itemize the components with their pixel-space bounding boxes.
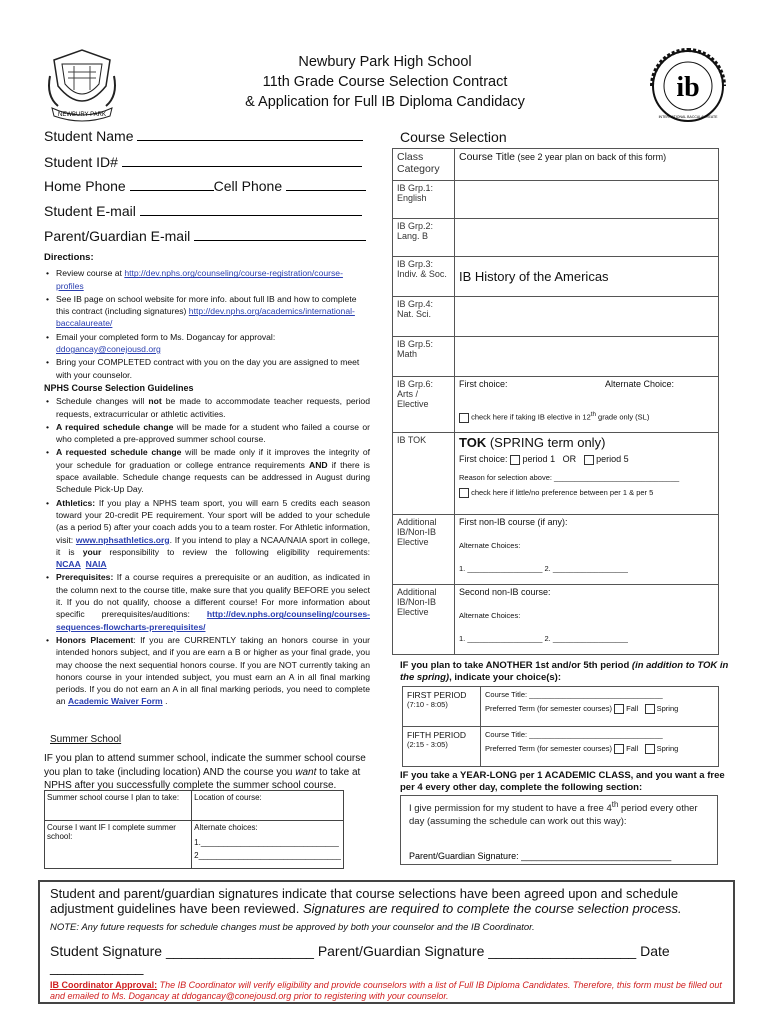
direction-item: • See IB page on school website for more info. about full IB and how to complete this contract (including signatures) http://dev.nphs.org/academics/international-baccalaureate/: [44, 293, 370, 330]
fifth-spring-checkbox[interactable]: [645, 744, 655, 754]
summer-location-cell[interactable]: Location of course:: [192, 791, 344, 821]
course-entry-additional1[interactable]: First non-IB course (if any): Alternate Choices: 1. __________________ 2. __________________: [455, 515, 719, 585]
course-entry-group2[interactable]: [455, 219, 719, 257]
tok-period5-checkbox[interactable]: [584, 455, 594, 465]
course-selection-title: Course Selection: [400, 129, 507, 145]
phone-fields[interactable]: Home Phone Cell Phone: [44, 178, 366, 194]
directions-title: Directions:: [44, 252, 94, 263]
parent-email-field[interactable]: Parent/Guardian E-mail: [44, 228, 366, 244]
student-id-field[interactable]: Student ID#: [44, 154, 362, 170]
col-class-category: Class Category: [393, 149, 455, 181]
student-name-field[interactable]: Student Name: [44, 128, 363, 144]
fifth-fall-checkbox[interactable]: [614, 744, 624, 754]
school-crest-logo: [44, 46, 120, 122]
parent-signature[interactable]: Parent/Guardian Signature ___________________: [317, 943, 637, 959]
first-fall-checkbox[interactable]: [614, 704, 624, 714]
ib-logo: [650, 46, 726, 126]
student-signature[interactable]: Student Signature ___________________: [50, 943, 314, 959]
first-spring-checkbox[interactable]: [645, 704, 655, 714]
first-period-label: FIRST PERIOD (7:10 - 8:05): [403, 687, 481, 727]
summer-course-cell[interactable]: Summer school course I plan to take:: [45, 791, 192, 821]
guideline-item: • Athletics: If you play a NPHS team sport, you will earn 5 credits each season toward your 20-credit PE requirement. Your sport will be added to your schedule (as a period 5) after your coach adds you to a team roster. For Athletic information, visit: www.nphsathletics.org. If you intend to play a NCAA/NAIA sport in college, it is your responsibility to review the following eligibility requirements: NCAA NAIA: [44, 497, 370, 571]
parent-email-line[interactable]: [194, 229, 366, 241]
extra-period-table: [402, 686, 719, 767]
svg-text:NEWBURY PARK: NEWBURY PARK: [57, 112, 107, 118]
course-selection-table: Class Category Course Title (see 2 year plan on back of this form) IB Grp.1: English IB Grp.2: Lang. B IB Grp.3: Indiv. & Soc. IB History of the Americas IB Grp.4: Nat. Sci. IB Grp.5: Math IB Grp.6: Arts / Elective First choice: Alternate Choice: check here if taking IB elective in 12th grade only (SL) IB TOK TOK (SPRING term only) First choice: period 1 OR period 5 Reason for selection above: ______________________________ check here if little/no preference between per 1 & per 5 Additional IB/Non-IB Elective First non-IB course (if any): Alternate Choices: 1. __________________ 2. __________________ Additional IB/Non-IB Elective Second non-IB course: Alternate Choices: 1. __________________ 2. __________________: [392, 148, 719, 655]
signature-statement: Student and parent/guardian signatures indicate that course selections have been agreed upon and schedule adjustment guidelines have been reviewed. Signatures are required to complete the course selection process.: [50, 886, 682, 916]
year-long-note: IF you take a YEAR-LONG per 1 ACADEMIC CLASS, and you want a free per 4 every other day, complete the following section:: [400, 770, 725, 793]
svg-text:ib: ib: [676, 72, 700, 103]
sl-only-checkbox[interactable]: [459, 413, 469, 423]
guideline-item: • Honors Placement: If you are CURRENTLY taking an honors course in your intended honors subject, and if you are earn a B or higher as your final grade, you may choose the next sequential honors course. If you are NOT currently taking an honors course in your intended subject, you must earn an A in all final marking periods. If you do not earn an A in all final marking periods, you need to complete an Academic Waiver Form .: [44, 634, 370, 708]
academic-waiver-link[interactable]: Academic Waiver Form: [67, 696, 163, 707]
schedule-change-note: NOTE: Any future requests for schedule changes must be approved by both your counselor and the IB Coordinator.: [50, 922, 535, 933]
student-email-line[interactable]: [140, 204, 362, 216]
ncaa-link[interactable]: NCAA: [56, 559, 81, 570]
guidelines-title: NPHS Course Selection Guidelines: [44, 382, 194, 393]
direction-item: • Review course at http://dev.nphs.org/counseling/course-registration/course-profiles: [44, 267, 370, 292]
svg-text:INTERNATIONAL BACCALAUREATE: INTERNATIONAL BACCALAUREATE: [658, 115, 718, 119]
summer-alt-cell[interactable]: Alternate choices: 1._______________________________ 2________________________________: [192, 821, 344, 869]
summer-school-title: Summer School: [50, 734, 122, 745]
another-period-note: IF you plan to take ANOTHER 1st and/or 5th period (in addition to TOK in the spring), indicate your choice(s):: [400, 660, 729, 683]
course-entry-group5[interactable]: [455, 337, 719, 377]
summer-school-text: IF you plan to attend summer school, indicate the summer school course you plan to take (including location) AND the course you want to take at NPHS after you successfully complete the summer school course.: [44, 753, 366, 791]
fifth-period-entry[interactable]: Course Title: ________________________________ Preferred Term (for semester courses) Fall Spring: [481, 727, 719, 767]
first-period-entry[interactable]: Course Title: ________________________________ Preferred Term (for semester courses) Fall Spring: [481, 687, 719, 727]
guideline-item: • Schedule changes will not be made to accommodate teacher requests, period requests, extracurricular or athletic activities.: [44, 395, 370, 420]
athletics-link[interactable]: www.nphsathletics.org: [75, 534, 170, 545]
student-name-line[interactable]: [137, 129, 363, 141]
direction-item: • Bring your COMPLETED contract with you on the day you are assigned to meet with your counselor.: [44, 356, 370, 381]
home-phone-line[interactable]: [130, 179, 214, 191]
signature-section: [38, 880, 735, 1004]
student-email-field[interactable]: Student E-mail: [44, 203, 362, 219]
course-entry-group4[interactable]: [455, 297, 719, 337]
prerequisites-link[interactable]: http://dev.nphs.org/counseling/courses-sequences-flowcharts-prerequisites/: [56, 609, 370, 632]
dogancay-email-link[interactable]: ddogancay@conejousd.org: [56, 344, 161, 355]
application-title: & Application for Full IB Diploma Candidacy: [245, 94, 525, 110]
student-id-line[interactable]: [122, 155, 362, 167]
summer-want-cell[interactable]: Course I want IF I complete summer school:: [45, 821, 192, 869]
signature-lines[interactable]: [50, 943, 723, 975]
signature-date[interactable]: Date ____________: [50, 943, 670, 975]
free-period-permission[interactable]: I give permission for my student to have a free 4th period every other day (assuming the schedule can work out this way): Parent/Guardian Signature: ______________________________: [400, 795, 718, 865]
course-profiles-link[interactable]: http://dev.nphs.org/counseling/course-registration/course-profiles: [56, 268, 343, 291]
direction-item: • Email your completed form to Ms. Dogancay for approval: ddogancay@conejousd.org: [44, 331, 370, 356]
cell-phone-line[interactable]: [286, 179, 366, 191]
guideline-item: • A required schedule change will be made for a student who failed a course or who completed a pre-approved summer school course.: [44, 421, 370, 446]
course-entry-group6[interactable]: First choice: Alternate Choice: check here if taking IB elective in 12th grade only (SL): [455, 377, 719, 433]
course-entry-group1[interactable]: [455, 181, 719, 219]
school-name: Newbury Park High School: [298, 54, 472, 70]
tok-period1-checkbox[interactable]: [510, 455, 520, 465]
parent-signature-line[interactable]: Parent/Guardian Signature: ______________________________: [409, 851, 672, 862]
directions-section: [44, 252, 370, 709]
course-entry-additional2[interactable]: Second non-IB course: Alternate Choices: 1. __________________ 2. __________________: [455, 585, 719, 655]
coordinator-approval: IB Coordinator Approval: The IB Coordinator will verify eligibility and provide counselors with a list of Full IB Diploma Candidates. Therefore, this form must be filled out and emailed to Ms. Dogancay at ddogancay@conejousd.org prior to registering with your counselor.: [50, 980, 722, 1001]
fifth-period-label: FIFTH PERIOD (2:15 - 3:05): [403, 727, 481, 767]
tok-no-preference-checkbox[interactable]: [459, 488, 469, 498]
col-course-title: Course Title (see 2 year plan on back of this form): [455, 149, 719, 181]
contract-title: 11th Grade Course Selection Contract: [262, 74, 508, 90]
course-entry-group3[interactable]: IB History of the Americas: [455, 257, 719, 297]
guideline-item: • Prerequisites: If a course requires a prerequisite or an audition, as indicated in the column next to the course title, make sure that you qualify BEFORE you select it. If you do not qualify, choose a different course! For more information about specific prerequisites/auditions: http://dev.nphs.org/counseling/courses-sequences-flowcharts-prerequisites/: [44, 571, 370, 632]
naia-link[interactable]: NAIA: [85, 559, 107, 570]
ib-page-link[interactable]: http://dev.nphs.org/academics/international-baccalaureate/: [56, 306, 355, 329]
summer-school-table: [44, 790, 344, 869]
page-title: [180, 52, 590, 112]
guideline-item: • A requested schedule change will be made only if it improves the integrity of your schedule for graduation or college entrance requirements AND if there is space available. Schedule change requests can be addressed in August during Schedule Pick-Up Day.: [44, 446, 370, 495]
course-entry-tok[interactable]: TOK (SPRING term only) First choice: period 1 OR period 5 Reason for selection above: ______________________________ check here if little/no preference between per 1 & per 5: [455, 433, 719, 515]
